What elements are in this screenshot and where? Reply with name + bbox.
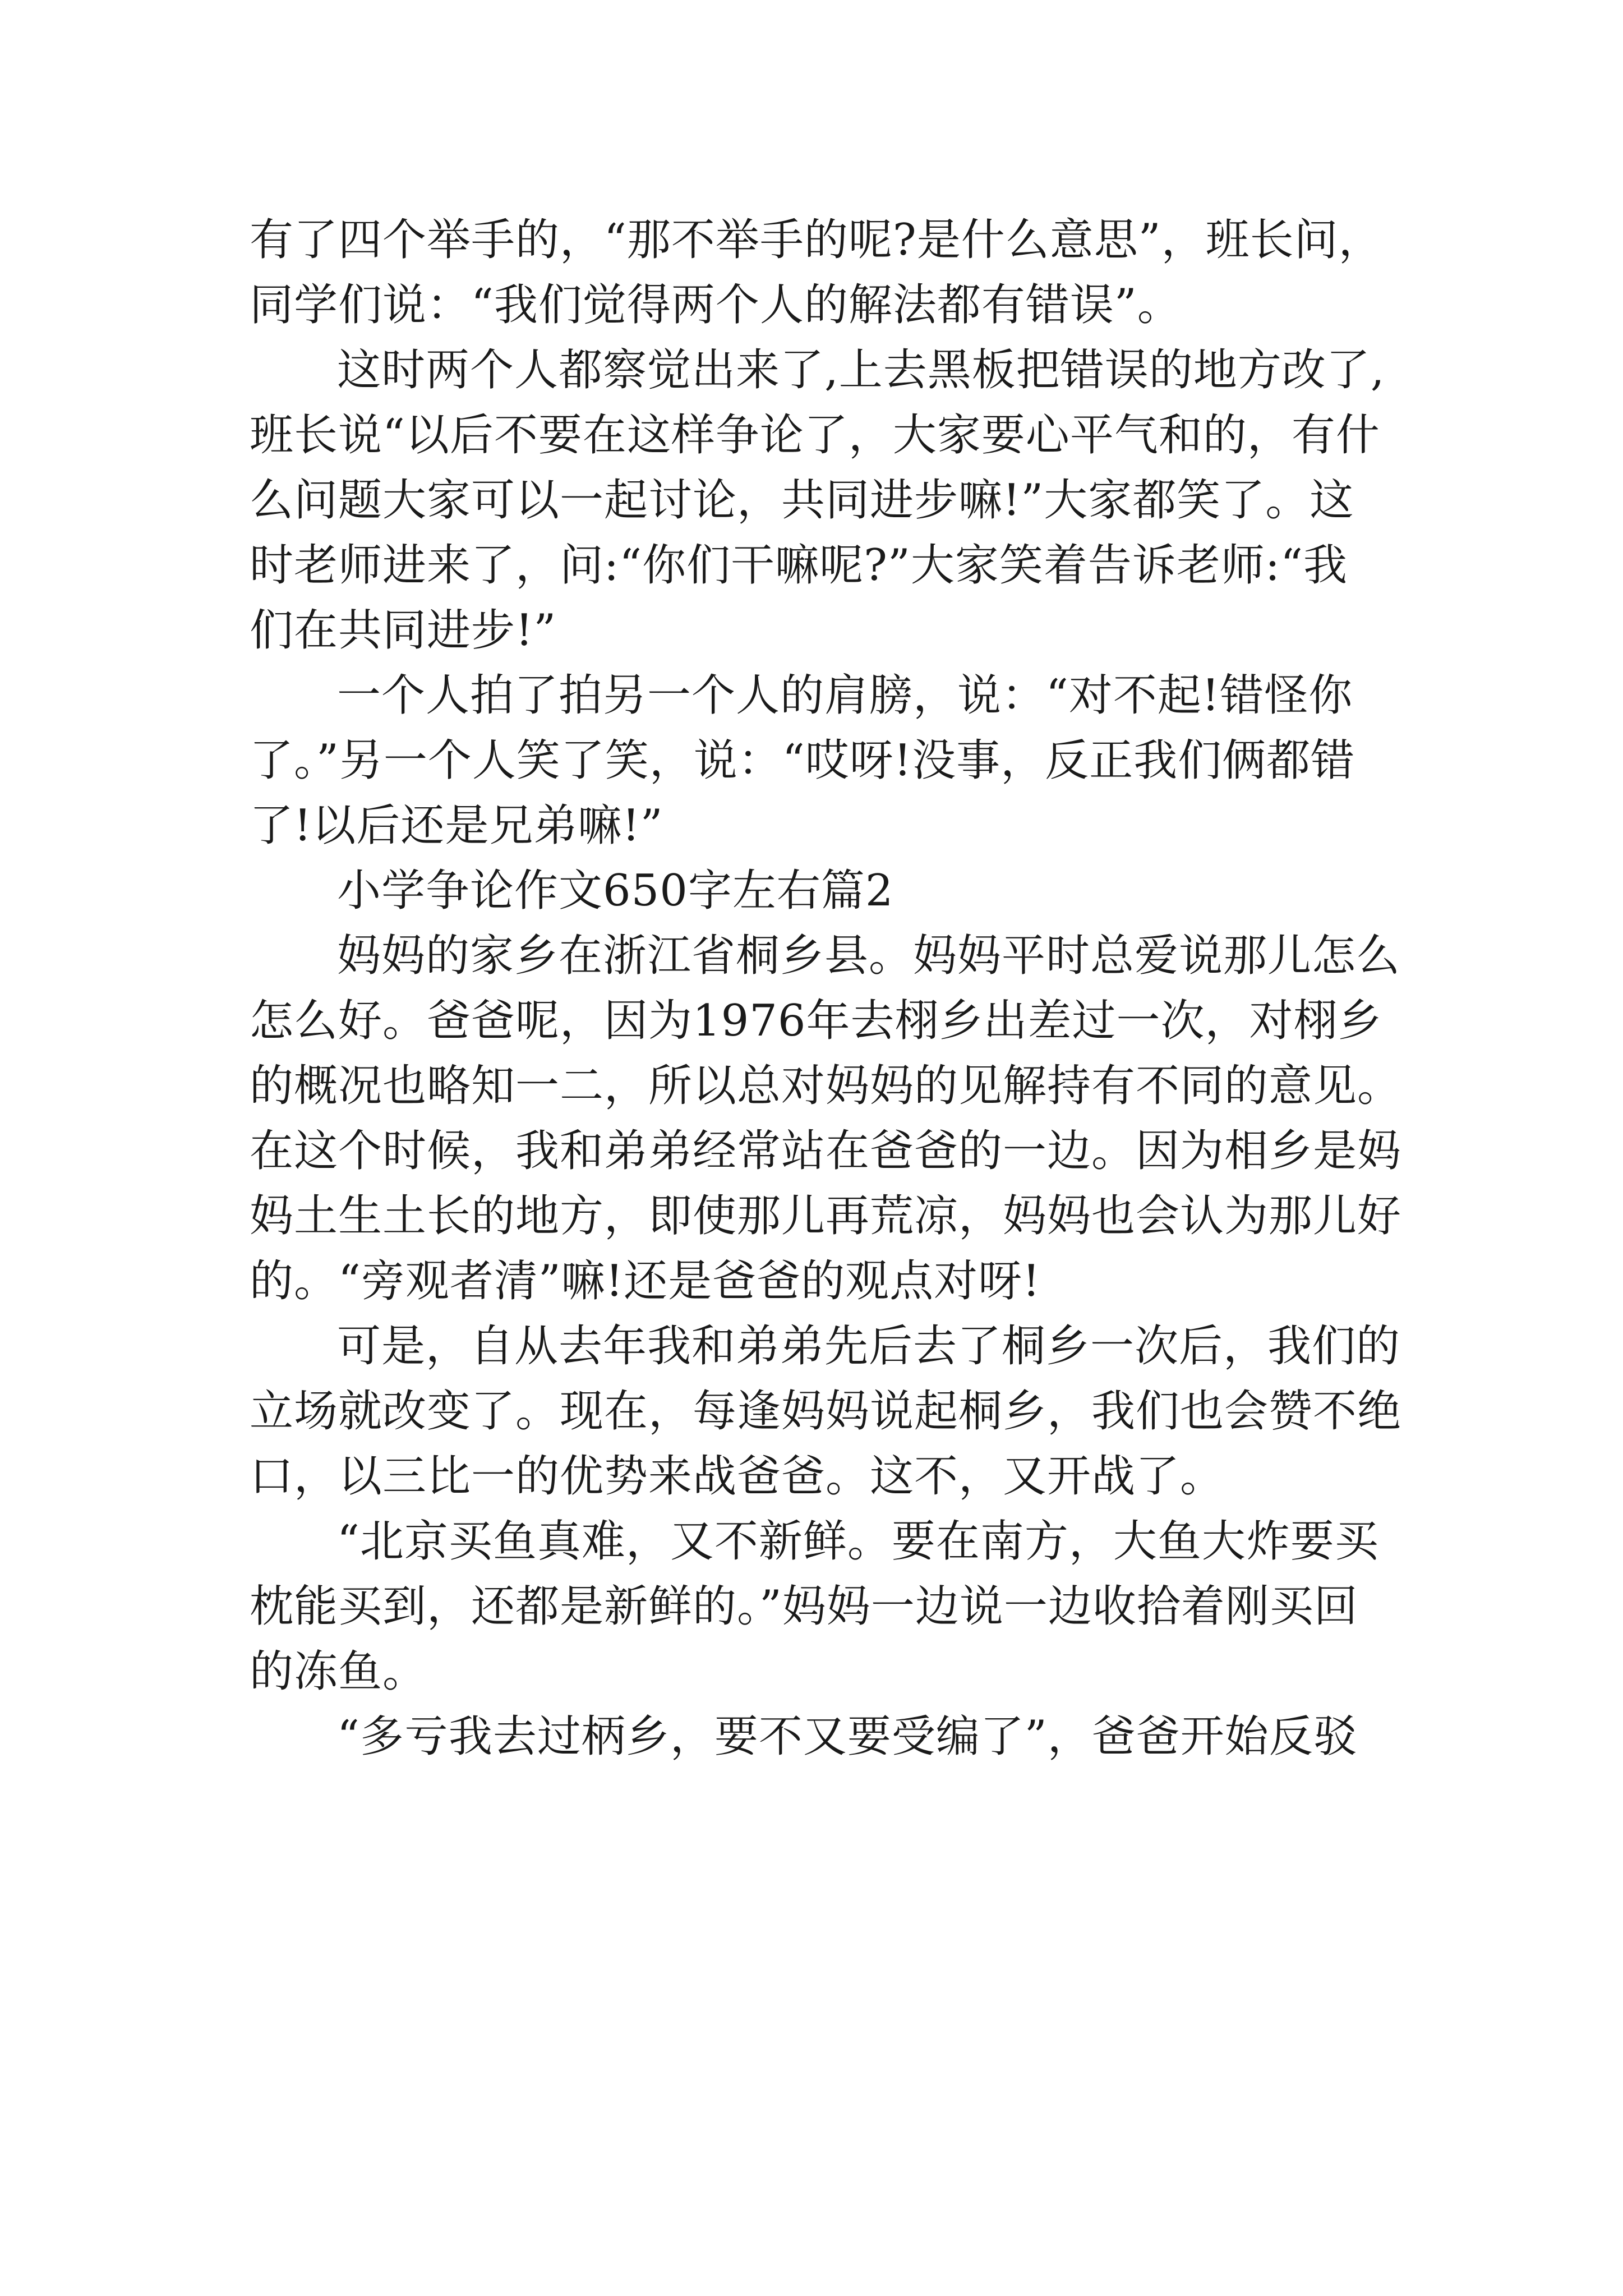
text-line: 的。“旁观者清”嘛!还是爸爸的观点对呀! — [250, 1256, 1041, 1306]
text-line: 了!以后还是兄弟嘛!” — [250, 800, 663, 851]
text-line: 了。”另一个人笑了笑，说：“哎呀!没事，反正我们俩都错 — [250, 735, 1355, 786]
document-body — [250, 208, 1450, 1769]
text-line: 可是，自从去年我和弟弟先后去了桐乡一次后，我们的 — [337, 1321, 1401, 1372]
text-line: 的概况也略知一二，所以总对妈妈的见解持有不同的意见。 — [250, 1061, 1402, 1111]
text-line: 妈土生土长的地方，即使那儿再荒凉，妈妈也会认为那儿好 — [250, 1191, 1402, 1241]
text-line: “北京买鱼真难，又不新鲜。要在南方，大鱼大炸要买 — [337, 1516, 1379, 1567]
text-line: 枕能买到，还都是新鲜的。”妈妈一边说一边收拾着刚买回 — [250, 1581, 1358, 1632]
text-line: “多亏我去过柄乡，要不又要受编了”，爸爸开始反驳 — [337, 1711, 1358, 1762]
text-line: 口，以三比一的优势来战爸爸。这不，又开战了。 — [250, 1451, 1225, 1502]
text-line: 同学们说：“我们觉得两个人的解法都有错误”。 — [250, 280, 1182, 330]
text-line: 么问题大家可以一起讨论，共同进步嘛!”大家都笑了。这 — [250, 475, 1354, 526]
text-line: 的冻鱼。 — [250, 1646, 427, 1697]
text-line: 妈妈的家乡在浙江省桐乡县。妈妈平时总爱说那儿怎么 — [337, 931, 1401, 981]
text-line: 时老师进来了，问:“你们干嘛呢?”大家笑着告诉老师:“我 — [250, 540, 1348, 591]
text-line: 班长说“以后不要在这样争论了，大家要心平气和的，有什 — [250, 410, 1380, 461]
text-line: 怎么好。爸爸呢，因为1976年去栩乡出差过一次，对栩乡 — [250, 996, 1382, 1046]
text-line: 这时两个人都察觉出来了,上去黑板把错误的地方改了, — [337, 345, 1385, 395]
text-line: 们在共同进步!” — [250, 605, 557, 656]
text-line: 立场就改变了。现在，每逢妈妈说起桐乡，我们也会赞不绝 — [250, 1386, 1402, 1437]
text-line: 一个人拍了拍另一个人的肩膀，说：“对不起!错怪你 — [337, 670, 1353, 721]
text-line: 在这个时候，我和弟弟经常站在爸爸的一边。因为相乡是妈 — [250, 1126, 1402, 1176]
section-heading: 小学争论作文650字左右篇2 — [337, 866, 894, 916]
text-line: 有了四个举手的，“那不举手的呢?是什么意思”，班长问， — [250, 215, 1383, 265]
